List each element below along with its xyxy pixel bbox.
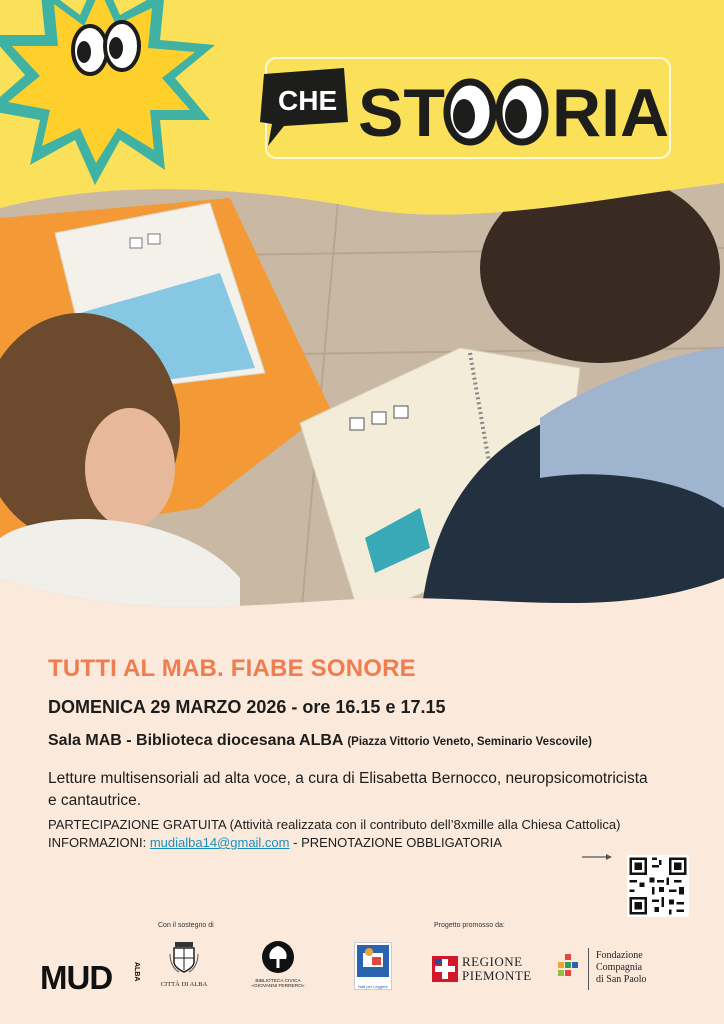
regione-crest-icon (432, 956, 458, 982)
fondazione-line3: di San Paolo (596, 974, 647, 985)
biblioteca-line2: «GIOVANNI FERRERO» (251, 984, 305, 989)
info-line (48, 834, 708, 852)
mud-logo-suffix: ALBA (133, 962, 140, 982)
nati-label: Nati per Leggere (358, 984, 388, 989)
library-tree-icon (261, 940, 295, 974)
event-info (48, 655, 708, 852)
title-che: CHE (278, 85, 338, 116)
event-description: Letture multisensoriali ad alta voce, a cura di Elisabetta Bernocco, neuropsicomotricista e cantautrice. (48, 770, 648, 809)
arrow-right-icon (582, 852, 612, 862)
regione-piemonte-logo (432, 954, 532, 984)
citta-di-alba-logo (152, 940, 216, 1002)
fondazione-line2: Compagnia (596, 962, 643, 973)
email-link[interactable]: mudialba14@gmail.com (149, 835, 290, 850)
info-label: INFORMAZIONI: (48, 835, 147, 850)
promoted-label: Progetto promosso da: (434, 922, 505, 929)
venue-name: Sala MAB - Biblioteca diocesana ALBA (48, 732, 343, 749)
event-venue (48, 732, 708, 750)
qr-code-icon[interactable] (627, 855, 689, 917)
venue-address: (Piazza Vittorio Veneto, Seminario Vescovile) (347, 736, 592, 748)
regione-line2: PIEMONTE (462, 968, 532, 983)
sun-mascot-icon (0, 0, 230, 190)
participation-note: (Attività realizzata con il contributo dell’8xmille alla Chiesa Cattolica) (229, 817, 621, 832)
support-label: Con il sostegno di (158, 922, 214, 929)
participation-line (48, 816, 708, 834)
regione-line1: REGIONE (462, 954, 523, 969)
fondazione-mosaic-icon (556, 954, 580, 984)
biblioteca-line1: BIBLIOTECA CIVICA (255, 979, 301, 984)
biblioteca-civica-logo (248, 940, 308, 1002)
reading-photo (0, 178, 724, 628)
fondazione-line1: Fondazione (596, 950, 643, 961)
mud-logo-text: MUD (40, 959, 113, 996)
title-st: ST (358, 75, 445, 151)
che-stooria-title (258, 52, 678, 162)
mud-alba-logo (40, 958, 138, 998)
title-ria: RIA (552, 75, 670, 151)
event-title: TUTTI AL MAB. FIABE SONORE (48, 655, 416, 682)
citta-label: CITTÀ DI ALBA (160, 981, 208, 988)
event-date: DOMENICA 29 MARZO 2026 - ore 16.15 e 17.15 (48, 697, 446, 717)
logo-divider (588, 948, 589, 990)
compagnia-san-paolo-logo (556, 948, 676, 992)
participation-label: PARTECIPAZIONE GRATUITA (48, 817, 226, 832)
booking-note: - PRENOTAZIONE OBBLIGATORIA (293, 835, 502, 850)
nati-per-leggere-logo (354, 942, 392, 990)
reading-child-icon (355, 943, 391, 979)
city-crest-icon (167, 940, 201, 974)
